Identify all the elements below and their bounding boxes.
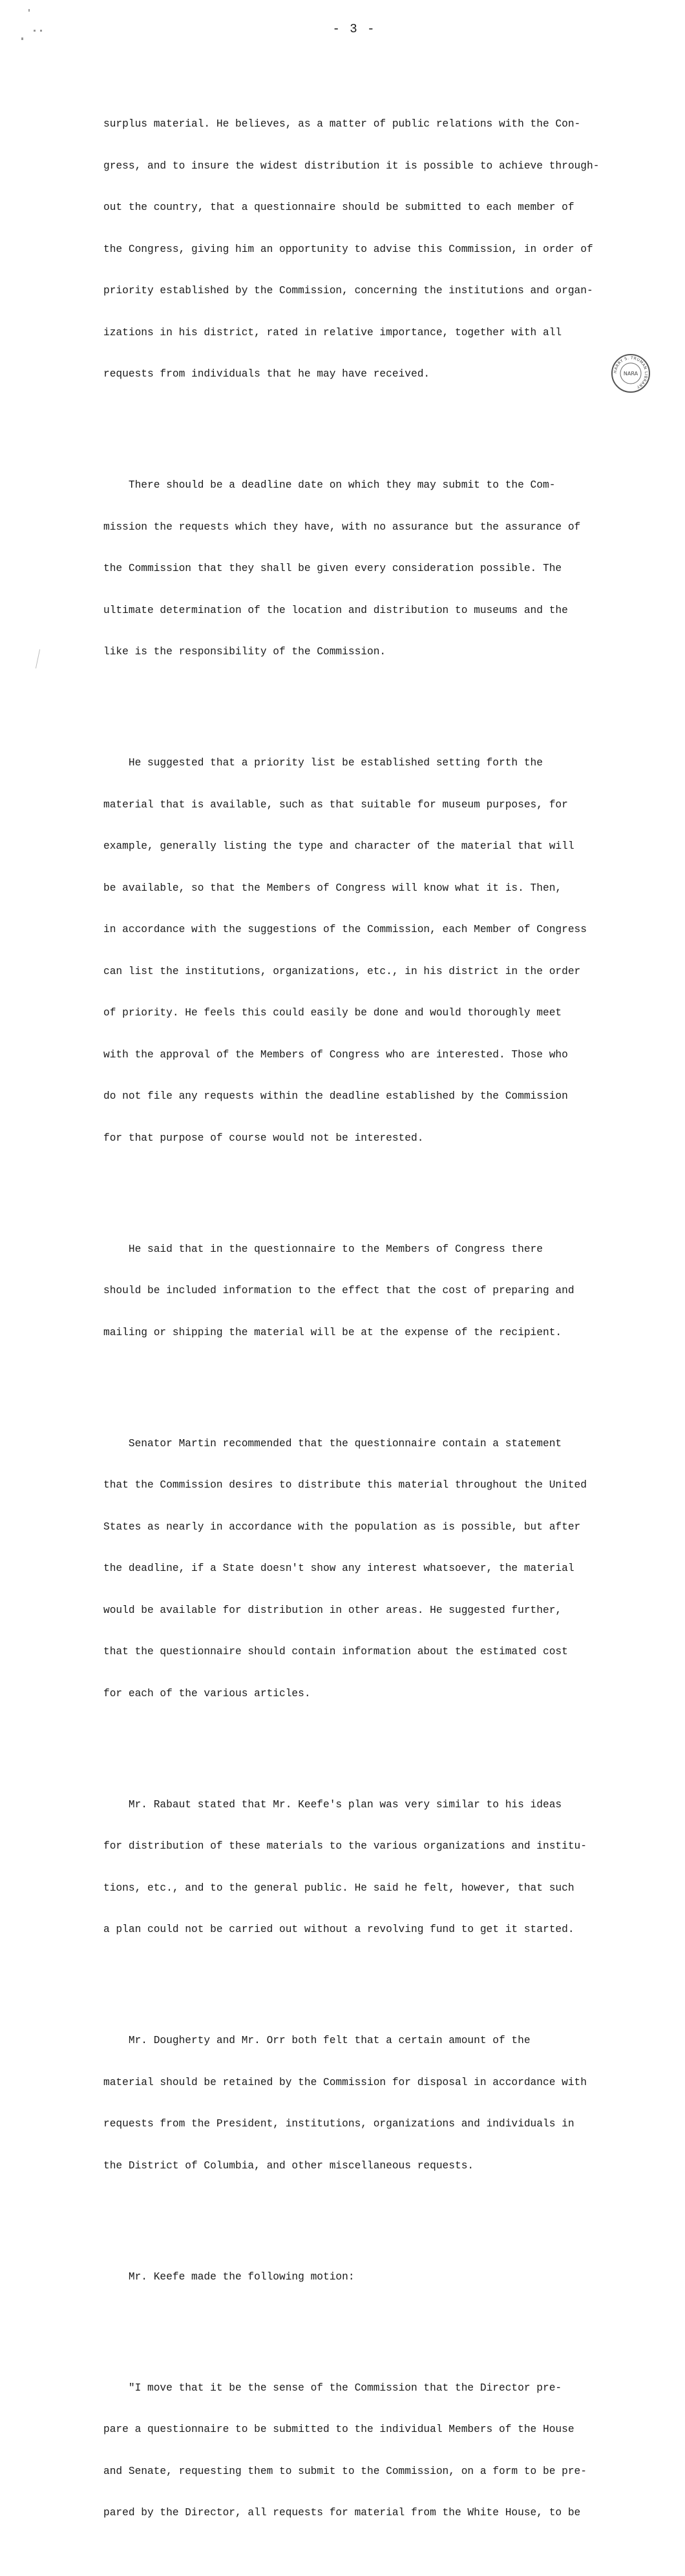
text-line: out the country, that a questionnaire should be submitted to each member of xyxy=(103,202,574,213)
text-line: for distribution of these materials to the various organizations and institu- xyxy=(103,1840,587,1852)
text-line: ultimate determination of the location and distribution to museums and the xyxy=(103,604,568,616)
text-line: Mr. Rabaut stated that Mr. Keefe's plan was very similar to his ideas xyxy=(103,1798,562,1811)
text-line: Mr. Dougherty and Mr. Orr both felt that a certain amount of the xyxy=(103,2035,531,2046)
text-line: in accordance with the suggestions of the Commission, each Member of Congress xyxy=(103,924,587,935)
text-line: material that is available, such as that suitable for museum purposes, for xyxy=(103,798,568,811)
text-line: "I move that it be the sense of the Commission that the Director pre- xyxy=(103,2382,562,2394)
text-line: States as nearly in accordance with the population as is possible, but after xyxy=(103,1521,581,1533)
document-body xyxy=(103,62,620,2576)
text-line: with the approval of the Members of Congress who are interested. Those who xyxy=(103,1048,568,1061)
scan-speck xyxy=(34,30,36,32)
text-line: and Senate, requesting them to submit to the Commission, on a form to be pre- xyxy=(103,2465,587,2477)
paragraph xyxy=(103,1771,620,1965)
text-line: priority established by the Commission, concerning the institutions and organ- xyxy=(103,285,593,296)
paragraph xyxy=(103,1215,620,1368)
text-line: for that purpose of course would not be interested. xyxy=(103,1132,424,1144)
text-line: the deadline, if a State doesn't show any interest whatsoever, the material xyxy=(103,1563,574,1574)
library-seal-stamp xyxy=(611,354,650,393)
text-line: that the questionnaire should contain information about the estimated cost xyxy=(103,1646,568,1657)
paragraph xyxy=(103,451,620,687)
scan-streak xyxy=(36,649,40,669)
scan-speck xyxy=(21,37,23,40)
text-line: would be available for distribution in other areas. He suggested further, xyxy=(103,1604,562,1616)
text-line: a plan could not be carried out without a revolving fund to get it started. xyxy=(103,1924,574,1935)
text-line: material should be retained by the Commission for disposal in accordance with xyxy=(103,2076,587,2088)
text-line: be available, so that the Members of Congress will know what it is. Then, xyxy=(103,882,562,894)
text-line: requests from individuals that he may have received. xyxy=(103,368,430,380)
scan-speck xyxy=(40,30,42,32)
scan-speck xyxy=(28,9,30,12)
text-line: the Congress, giving him an opportunity to advise this Commission, in order of xyxy=(103,243,593,255)
text-line: that the Commission desires to distribute this material throughout the United xyxy=(103,1479,587,1491)
text-line: do not file any requests within the deadline established by the Commission xyxy=(103,1090,568,1102)
text-line: surplus material. He believes, as a matter of public relations with the Con- xyxy=(103,118,581,130)
text-line: example, generally listing the type and character of the material that will xyxy=(103,840,574,852)
text-line: He suggested that a priority list be established setting forth the xyxy=(103,757,543,769)
text-line: for each of the various articles. xyxy=(103,1687,311,1699)
seal-icon xyxy=(611,354,650,393)
paragraph xyxy=(103,1409,620,1729)
text-line: Mr. Keefe made the following motion: xyxy=(103,2270,355,2283)
text-line: pare a questionnaire to be submitted to the individual Members of the House xyxy=(103,2424,574,2435)
text-line: There should be a deadline date on which they may submit to the Com- xyxy=(103,479,556,491)
text-line: izations in his district, rated in relative importance, together with all xyxy=(103,326,562,338)
seal-ring-text: HARRY S. TRUMAN LIBRARY xyxy=(613,355,649,390)
text-line: Senator Martin recommended that the questionnaire contain a statement xyxy=(103,1437,562,1449)
paragraph xyxy=(103,90,620,410)
text-line: He said that in the questionnaire to the Members of Congress there xyxy=(103,1243,543,1255)
text-line: the Commission that they shall be given every consideration possible. The xyxy=(103,563,562,574)
page-number: - 3 - xyxy=(332,22,376,36)
text-line: pared by the Director, all requests for material from the White House, to be xyxy=(103,2507,581,2519)
text-line: the District of Columbia, and other miscellaneous requests. xyxy=(103,2159,474,2172)
paragraph xyxy=(103,2243,620,2312)
paragraph xyxy=(103,2006,620,2201)
paragraph xyxy=(103,2354,620,2548)
text-line: like is the responsibility of the Commission. xyxy=(103,646,386,658)
text-line: mission the requests which they have, with no assurance but the assurance of xyxy=(103,521,581,533)
text-line: of priority. He feels this could easily be done and would thoroughly meet xyxy=(103,1007,562,1019)
paragraph xyxy=(103,729,620,1173)
text-line: gress, and to insure the widest distribution it is possible to achieve through- xyxy=(103,160,600,172)
text-line: should be included information to the effect that the cost of preparing and xyxy=(103,1285,574,1296)
text-line: requests from the President, institutions, organizations and individuals in xyxy=(103,2118,574,2130)
text-line: mailing or shipping the material will be at the expense of the recipient. xyxy=(103,1326,562,1338)
text-line: tions, etc., and to the general public. He said he felt, however, that such xyxy=(103,1882,574,1894)
text-line: can list the institutions, organizations, etc., in his district in the order xyxy=(103,965,581,977)
seal-center-text: NARA xyxy=(623,371,638,377)
